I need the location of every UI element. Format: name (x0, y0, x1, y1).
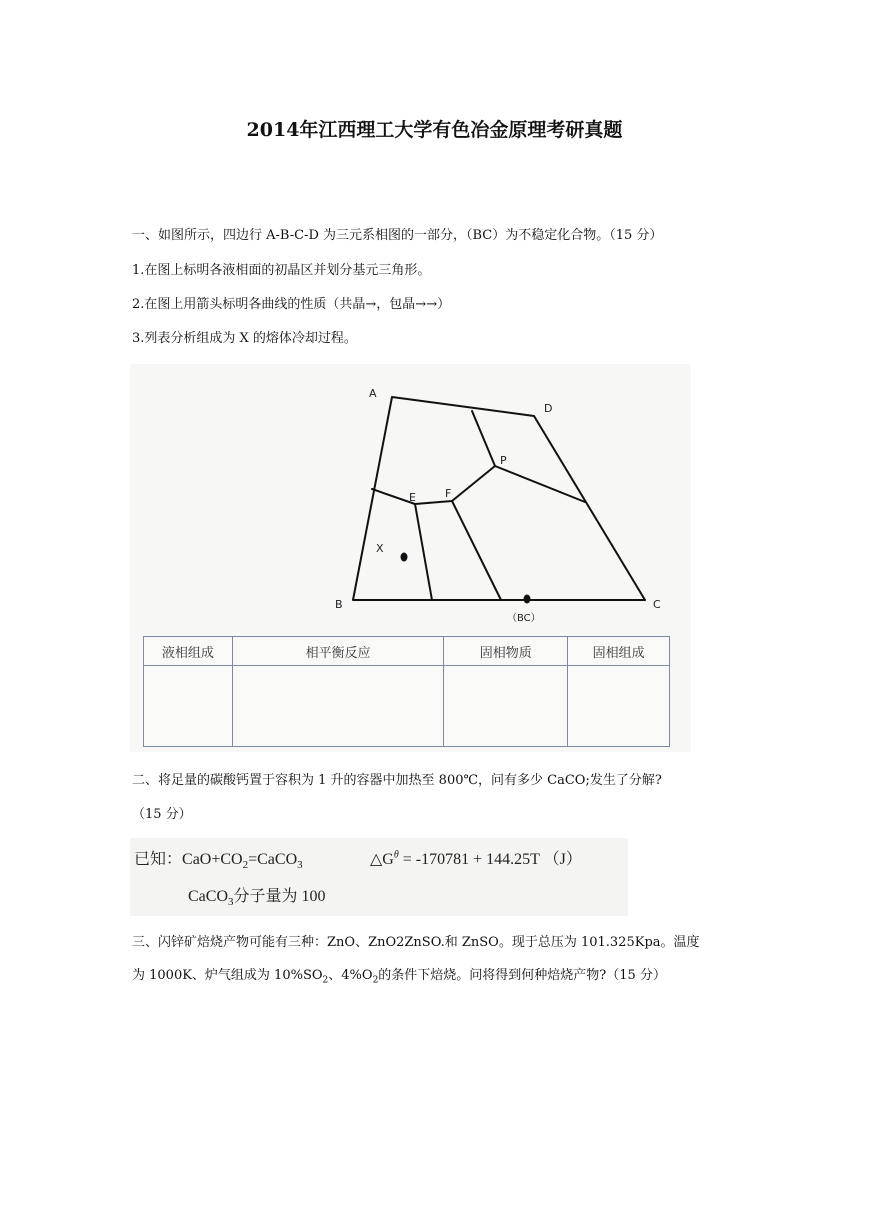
question-2-score: （15 分） (132, 807, 192, 822)
page-title: 2014年江西理工大学有色冶金原理考研真题 (246, 119, 623, 141)
boundary-curve-p-e (415, 466, 495, 504)
table-cell (568, 666, 670, 747)
label-e: E (409, 491, 416, 504)
given-molar-mass: CaCO$_3$分子量为 100 (188, 888, 326, 909)
label-c: C (653, 598, 661, 611)
point-bc-marker (524, 595, 531, 604)
table-header-row (144, 637, 670, 666)
question-2-stem: 二、将足量的碳酸钙置于容积为 1 升的容器中加热至 800℃，问有多少 CaCO;发生了分解? (132, 773, 662, 788)
label-p: P (500, 454, 507, 467)
table-row (144, 666, 670, 747)
boundary-curve-e-bottom (415, 504, 432, 600)
question-3-line-2: 为 1000K、炉气组成为 $10\%SO_2$、$4\%O_2$的条件下焙烧。问将得到何种焙烧产物?（15 分） (132, 968, 666, 986)
label-x: X (376, 542, 384, 555)
boundary-curve-d-p (472, 411, 495, 466)
question-1-stem: 一、如图所示，四边行 A-B-C-D 为三元系相图的一部分，（BC）为不稳定化合物。（15 分） (132, 228, 663, 243)
boundary-curve-f-bottom (452, 501, 501, 600)
label-bc: （BC） (507, 613, 541, 624)
given-conditions-image (130, 838, 628, 916)
label-d: D (544, 402, 553, 415)
question-3-line-1: 三、闪锌矿焙烧产物可能有三种：ZnO、ZnO2ZnSO.和 ZnSO。现于总压为 101.325Kpa。温度 (132, 935, 700, 950)
table-header-solid-composition: 固相组成 (568, 637, 670, 666)
table-cell (444, 666, 568, 747)
boundary-curve-p-right (495, 466, 585, 502)
cooling-process-table (143, 636, 670, 747)
question-1-item-2: 2.在图上用箭头标明各曲线的性质（共晶→，包晶→→） (132, 297, 451, 312)
question-1-item-3: 3.列表分析组成为 X 的熔体冷却过程。 (132, 331, 357, 346)
table-header-phase-equilibrium-reaction: 相平衡反应 (232, 637, 444, 666)
label-f: F (445, 487, 452, 500)
point-x-marker (401, 553, 408, 562)
table-cell (144, 666, 233, 747)
given-gibbs-energy: $\triangle G^\theta = -170781 + 144.25T$ （J） (370, 849, 582, 868)
question-1-item-1: 1.在图上标明各液相面的初晶区并划分基元三角形。 (132, 263, 431, 278)
label-a: A (369, 387, 377, 400)
label-b: B (335, 598, 343, 611)
table-header-solid-phase: 固相物质 (444, 637, 568, 666)
given-reaction: 已知：$CaO+CO_2=CaCO_3$ (134, 851, 303, 872)
table-cell (232, 666, 444, 747)
table-header-liquid-composition: 液相组成 (144, 637, 233, 666)
